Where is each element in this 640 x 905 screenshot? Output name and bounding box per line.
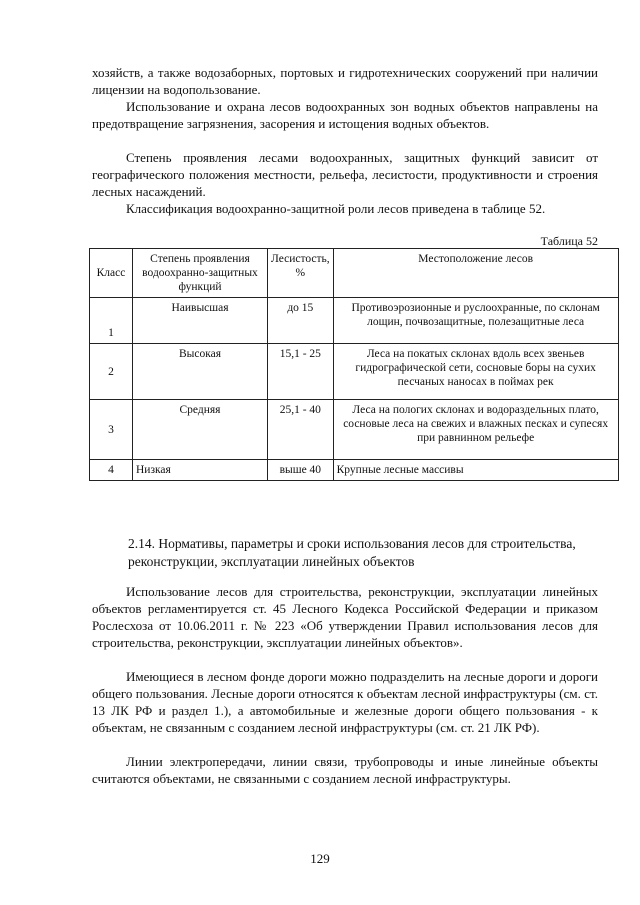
paragraph-classification-ref: Классификация водоохранно-защитной роли лесов приведена в таблице 52. xyxy=(126,201,546,216)
classification-table xyxy=(89,248,619,481)
section-heading: 2.14. Нормативы, параметры и сроки использования лесов для строительства, реконструкции, эксплуатации линейных объектов xyxy=(128,536,576,569)
table-row xyxy=(90,298,619,344)
table-row xyxy=(90,460,619,481)
cell-forest-cover: выше 40 xyxy=(268,460,334,481)
table-row xyxy=(90,344,619,400)
paragraph-roads: Имеющиеся в лесном фонде дороги можно подразделить на лесные дороги и дороги общего пользования. Лесные дороги относятся к объектам лесной инфраструктуры (см. ст. 13 ЛК РФ и раздел 1.), а автомобильные и железные дороги общего пользования - к объектам, не связанным с созданием лесной инфраструктуры (см. ст. 21 ЛК РФ). xyxy=(92,669,598,735)
cell-class: 3 xyxy=(90,400,133,460)
paragraph-continuation: хозяйств, а также водозаборных, портовых и гидротехнических сооружений при наличии лицензии на водопользование. xyxy=(92,65,598,97)
paragraph-function-degree: Степень проявления лесами водоохранных, защитных функций зависит от географического положения местности, рельефа, лесистости, продуктивности и строения лесных насаждений. xyxy=(92,150,598,199)
cell-class: 4 xyxy=(90,460,133,481)
paragraph-regulation: Использование лесов для строительства, реконструкции, эксплуатации линейных объектов регламентируется ст. 45 Лесного Кодекса Российской Федерации и приказом Рослесхоза от 10.06.2011 г. № 223 «Об утверждении Правил использования лесов для строительства, реконструкции, эксплуатации линейных объектов». xyxy=(92,584,598,650)
cell-location: Крупные лесные массивы xyxy=(333,460,618,481)
cell-degree: Высокая xyxy=(133,344,268,400)
cell-class: 1 xyxy=(90,298,133,344)
cell-degree: Средняя xyxy=(133,400,268,460)
table-header-row xyxy=(90,249,619,298)
header-location: Местоположение лесов xyxy=(333,249,618,298)
header-forest-cover: Лесистость, % xyxy=(268,249,334,298)
paragraph-linear-objects: Линии электропередачи, линии связи, трубопроводы и иные линейные объекты считаются объектами, не связанными с созданием лесной инфраструктуры. xyxy=(92,754,598,786)
paragraph-forest-protection: Использование и охрана лесов водоохранных зон водных объектов направлены на предотвращение загрязнения, засорения и истощения водных объектов. xyxy=(92,99,598,131)
cell-location: Леса на покатых склонах вдоль всех звеньев гидрографической сети, сосновые боры на сухих песчаных наносах в поймах рек xyxy=(333,344,618,400)
header-degree: Степень проявления водоохранно-защитных функций xyxy=(133,249,268,298)
cell-location: Леса на пологих склонах и водораздельных плато, сосновые леса на свежих и влажных песках и супесях при равнинном рельефе xyxy=(333,400,618,460)
cell-forest-cover: 25,1 - 40 xyxy=(268,400,334,460)
cell-location: Противоэрозионные и руслоохранные, по склонам лощин, почвозащитные, полезащитные леса xyxy=(333,298,618,344)
cell-degree: Наивысшая xyxy=(133,298,268,344)
cell-forest-cover: 15,1 - 25 xyxy=(268,344,334,400)
page-number: 129 xyxy=(310,851,330,866)
table-caption: Таблица 52 xyxy=(540,234,598,248)
table-row xyxy=(90,400,619,460)
header-class: Класс xyxy=(90,249,133,298)
cell-degree: Низкая xyxy=(133,460,268,481)
cell-forest-cover: до 15 xyxy=(268,298,334,344)
cell-class: 2 xyxy=(90,344,133,400)
